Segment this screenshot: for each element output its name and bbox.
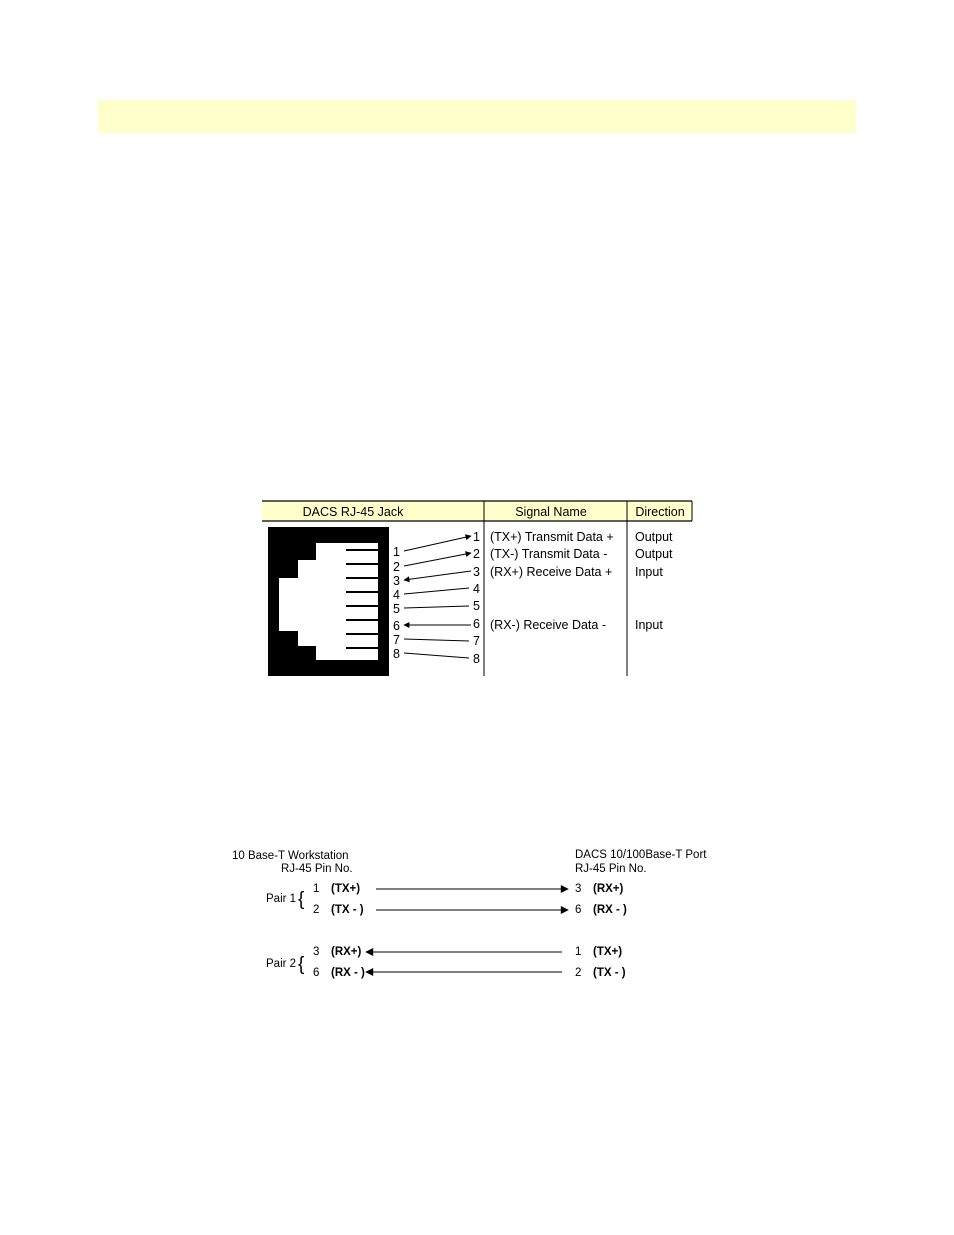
right-signal: (TX+) xyxy=(593,946,623,958)
jack-pin-label: 7 xyxy=(393,633,400,647)
signal-direction: Output xyxy=(635,530,673,544)
right-signal: (RX+) xyxy=(593,883,624,895)
connection-pin-4 xyxy=(404,588,469,594)
signal-name: (RX-) Receive Data - xyxy=(490,618,606,632)
connection-pin-3 xyxy=(404,571,471,580)
left-signal: (TX - ) xyxy=(331,904,364,916)
right-pin-number: 1 xyxy=(575,946,582,958)
header-jack: DACS RJ-45 Jack xyxy=(302,505,404,519)
header-direction: Direction xyxy=(635,505,685,519)
right-pin-number: 6 xyxy=(575,904,582,916)
left-pin-number: 6 xyxy=(313,967,320,979)
jack-pin-label: 2 xyxy=(393,560,400,574)
left-signal: (TX+) xyxy=(331,883,361,895)
pinout-table xyxy=(262,501,692,676)
connection-pin-8 xyxy=(404,653,469,658)
signal-name: (TX+) Transmit Data + xyxy=(490,530,614,544)
signal-pin-label: 1 xyxy=(473,530,480,544)
pin-connections xyxy=(404,536,471,658)
left-device-subtitle: RJ-45 Pin No. xyxy=(281,863,353,875)
left-pin-number: 3 xyxy=(313,946,320,958)
signal-pin-label: 3 xyxy=(473,565,480,579)
left-signal: (RX - ) xyxy=(331,967,365,979)
crossover-diagram xyxy=(232,849,707,979)
right-pin-number: 2 xyxy=(575,967,582,979)
jack-pin-label: 4 xyxy=(393,588,400,602)
signal-name: (TX-) Transmit Data - xyxy=(490,547,608,561)
connection-pin-1 xyxy=(404,536,471,551)
left-pin-number: 2 xyxy=(313,904,320,916)
signal-pin-label: 5 xyxy=(473,599,480,613)
right-pin-number: 3 xyxy=(575,883,582,895)
left-signal: (RX+) xyxy=(331,946,362,958)
pair-2-brace: { xyxy=(298,954,305,975)
signal-direction: Input xyxy=(635,565,663,579)
connection-pin-7 xyxy=(404,639,469,641)
pair-1-label: Pair 1 xyxy=(266,893,297,905)
signal-pin-label: 4 xyxy=(473,582,480,596)
right-device-title: DACS 10/100Base-T Port xyxy=(575,849,707,861)
signal-direction: Input xyxy=(635,618,663,632)
jack-pin-label: 6 xyxy=(393,619,400,633)
jack-contacts xyxy=(346,550,378,648)
right-signal: (TX - ) xyxy=(593,967,626,979)
signal-pin-label: 6 xyxy=(473,617,480,631)
signal-direction: Output xyxy=(635,547,673,561)
signal-pin-label: 2 xyxy=(473,547,480,561)
right-signal: (RX - ) xyxy=(593,904,627,916)
connection-pin-5 xyxy=(404,606,469,608)
jack-pin-label: 5 xyxy=(393,602,400,616)
header-signal-name: Signal Name xyxy=(515,505,587,519)
jack-pin-label: 8 xyxy=(393,647,400,661)
left-pin-number: 1 xyxy=(313,883,320,895)
pair-1-brace: { xyxy=(298,889,305,910)
signal-name: (RX+) Receive Data + xyxy=(490,565,613,579)
jack-pin-label: 3 xyxy=(393,574,400,588)
signal-pin-label: 7 xyxy=(473,634,480,648)
rj45-jack-icon xyxy=(268,527,389,676)
signal-pin-label: 8 xyxy=(473,652,480,666)
right-device-subtitle: RJ-45 Pin No. xyxy=(575,863,647,875)
pair-2-label: Pair 2 xyxy=(266,958,297,970)
left-device-title: 10 Base-T Workstation xyxy=(232,850,349,862)
jack-pin-label: 1 xyxy=(393,545,400,559)
connection-pin-2 xyxy=(404,553,471,566)
